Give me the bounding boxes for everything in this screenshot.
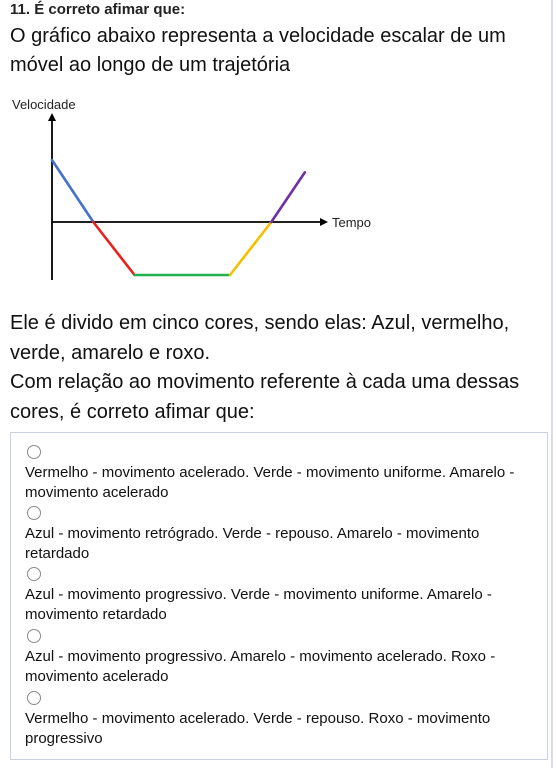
options-container: [10, 432, 548, 760]
option-3[interactable]: [25, 567, 540, 625]
statement-line-1: Ele é divido em cinco cores, sendo elas: Azul, vermelho, verde, amarelo e roxo.: [10, 312, 510, 364]
option-label: Azul - movimento progressivo. Amarelo - movimento acelerado. Roxo - movimento acelerado: [25, 648, 496, 685]
scroll-track: [551, 0, 553, 768]
option-label: Vermelho - movimento acelerado. Verde - repouso. Roxo - movimento progressivo: [25, 710, 491, 747]
y-axis-label: Velocidade: [12, 97, 76, 112]
radio-button[interactable]: [27, 445, 41, 459]
option-label: Azul - movimento retrógrado. Verde - repouso. Amarelo - movimento retardado: [25, 525, 480, 562]
question-intro: O gráfico abaixo representa a velocidade escalar de um móvel ao longo de um trajetória: [10, 25, 506, 76]
statement-line-2: Com relação ao movimento referente à cada uma dessas cores, é correto afimar que:: [10, 371, 520, 423]
option-1[interactable]: [25, 445, 540, 503]
statement-text: [10, 309, 550, 427]
radio-button[interactable]: [27, 567, 41, 581]
chart-svg: [10, 90, 385, 305]
radio-button[interactable]: [27, 629, 41, 643]
option-5[interactable]: [25, 691, 540, 749]
velocity-chart: [10, 90, 385, 305]
question-number: 11. É correto afimar que:: [10, 1, 186, 18]
radio-button[interactable]: [27, 691, 41, 705]
option-label: Azul - movimento progressivo. Verde - movimento uniforme. Amarelo - movimento retardado: [25, 586, 492, 623]
option-2[interactable]: [25, 506, 540, 564]
chart-background: [10, 90, 385, 305]
x-axis-label: Tempo: [332, 215, 372, 230]
radio-button[interactable]: [27, 506, 41, 520]
option-label: Vermelho - movimento acelerado. Verde - movimento uniforme. Amarelo - movimento acelerado: [25, 464, 515, 501]
option-4[interactable]: [25, 629, 540, 687]
